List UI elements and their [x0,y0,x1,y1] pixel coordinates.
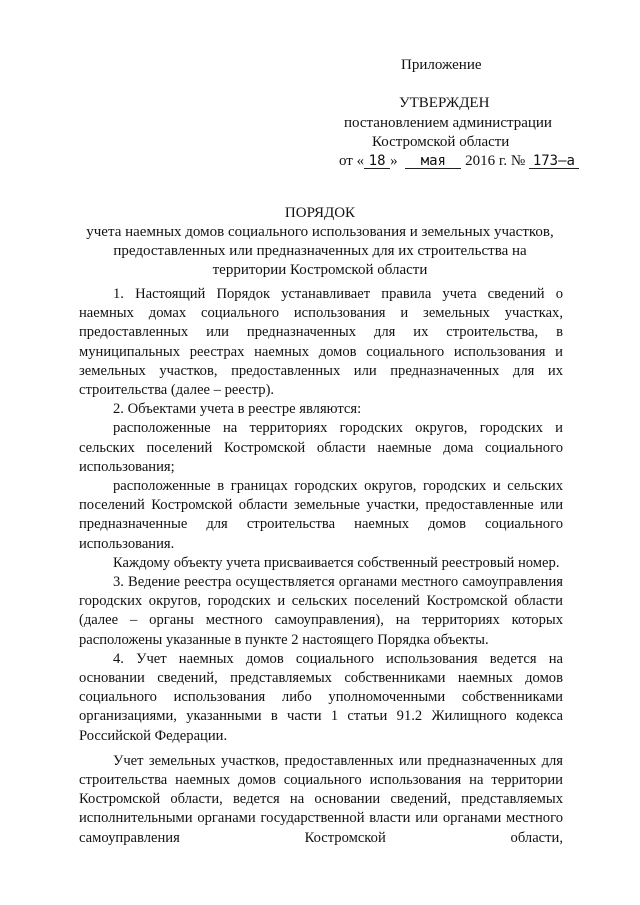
date-quote: » [390,153,398,169]
paragraph-2-item-2: расположенные в границах городских округов, городских и сельских поселений Костромской области земельные участки, предоставленные или предназначенные для строительства наемных домов социального использования. [79,478,563,552]
paragraph-1: 1. Настоящий Порядок устанавливает правила учета сведений о наемных домах социального использования и земельных участках, предоставленных или предназначенных для их строительства, в муниципальных реестрах наемных домов социального использования и земельных участков, предоставленных или предназначенных для их строительства (далее – реестр). [79,286,563,399]
date-month: мая [405,152,461,170]
document-body [79,285,563,848]
region-line: Костромской области [372,134,510,150]
document-subtitle-line-3: территории Костромской области [212,262,428,278]
appendix-label: Приложение [401,57,482,73]
paragraph-2-note: Каждому объекту учета присваивается собственный реестровый номер. [113,554,560,571]
paragraph-2-item-1: расположенные на территориях городских округов, городских и сельских поселений Костромской области наемные дома социального использования; [79,420,563,475]
paragraph-4: 4. Учет наемных домов социального использования ведется на основании сведений, представляемых собственниками наемных домов социального использования либо уполномоченными собственниками организациями, указанными в части 1 статьи 91.2 Жилищного кодекса Российской Федерации. [79,650,563,744]
date-day: 18 [364,152,390,170]
paragraph-3: 3. Ведение реестра осуществляется органами местного самоуправления городских округов, городских и сельских поселений Костромской области (далее – органы местного самоуправления), на территориях которых расположены указанные в пункте 2 настоящего Порядка объекты. [79,574,563,648]
document-subtitle-line-1: учета наемных домов социального использования и земельных участков, [86,224,554,240]
paragraph-4-continued: Учет земельных участков, предоставленных или предназначенных для строительства наемных домов социального использования на территории Костромской области, ведется на основании сведений, представляемых исполнительными органами государственной власти или органами местного самоуправления Костромской области, [79,752,563,846]
paragraph-2: 2. Объектами учета в реестре являются: [113,401,362,418]
decree-number: 173–а [529,152,579,170]
decree-date-line [339,152,579,170]
approved-by-line: постановлением администрации [344,115,552,131]
approved-label: УТВЕРЖДЕН [399,95,490,111]
date-year: 2016 г. № [465,153,526,169]
document-subtitle-line-2: предоставленных или предназначенных для их строительства на [113,243,527,259]
document-title: ПОРЯДОК [284,205,356,221]
date-prefix: от « [339,153,365,169]
